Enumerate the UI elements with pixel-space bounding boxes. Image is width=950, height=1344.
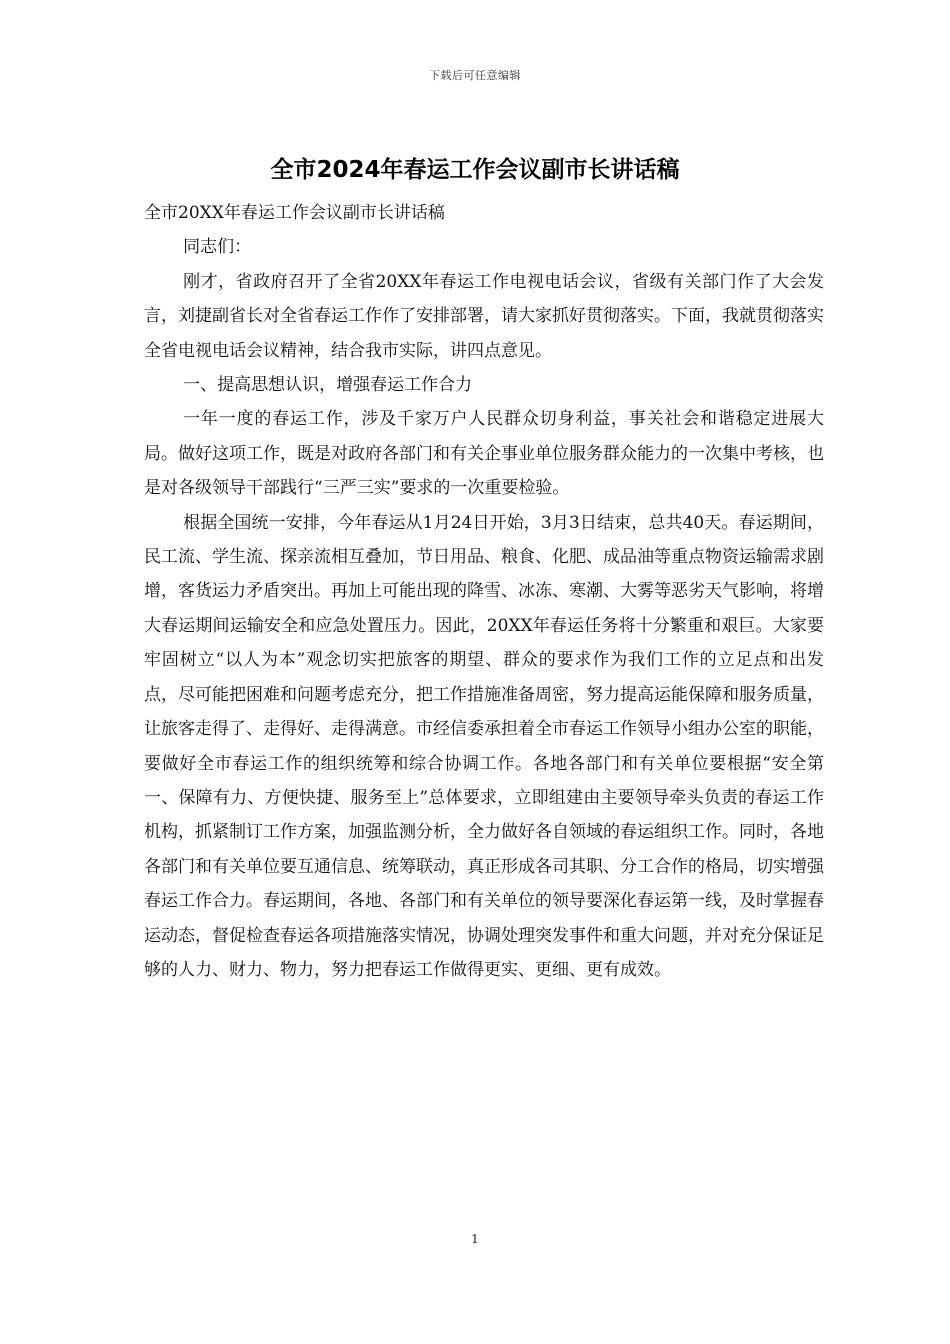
- header-note: 下载后可任意编辑: [429, 69, 521, 82]
- paragraph-significance: 一年一度的春运工作，涉及千家万户人民群众切身利益，事关社会和谐稳定进展大局。做好这项工作，既是对政府各部门和有关企事业单位服务群众能力的一次集中考核，也是对各级领导干部践行“三严三实”要求的一次重要检验。: [144, 409, 824, 499]
- document-title: 全市2024年春运工作会议副市长讲话稿: [270, 157, 680, 183]
- document-body: [144, 196, 824, 987]
- salutation: 同志们：: [183, 237, 252, 258]
- document-subtitle: 全市20XX年春运工作会议副市长讲话稿: [144, 203, 445, 223]
- section-heading-1: 一、提高思想认识，增强春运工作合力: [183, 375, 473, 396]
- paragraph-opening: 刚才，省政府召开了全省20XX年春运工作电视电话会议，省级有关部门作了大会发言，刘捷副省长对全省春运工作作了安排部署，请大家抓好贯彻落实。下面，我就贯彻落实全省电视电话会议精神，结合我市实际，讲四点意见。: [144, 271, 824, 361]
- page-number: 1: [471, 1232, 479, 1246]
- paragraph-arrangement: 根据全国统一安排，今年春运从1月24日开始，3月3日结束，总共40天。春运期间，民工流、学生流、探亲流相互叠加，节日用品、粮食、化肥、成品油等重点物资运输需求剧增，客货运力矛盾突出。再加上可能出现的降雪、冰冻、寒潮、大雾等恶劣天气影响，将增大春运期间运输安全和应急处置压力。因此，20XX年春运任务将十分繁重和艰巨。大家要牢固树立“以人为本”观念切实把旅客的期望、群众的要求作为我们工作的立足点和出发点，尽可能把困难和问题考虑充分，把工作措施准备周密，努力提高运能保障和服务质量，让旅客走得了、走得好、走得满意。市经信委承担着全市春运工作领导小组办公室的职能，要做好全市春运工作的组织统筹和综合协调工作。各地各部门和有关单位要根据“安全第一、保障有力、方便快捷、服务至上”总体要求，立即组建由主要领导牵头负责的春运工作机构，抓紧制订工作方案，加强监测分析，全力做好各自领域的春运组织工作。同时，各地各部门和有关单位要互通信息、统筹联动，真正形成各司其职、分工合作的格局，切实增强春运工作合力。春运期间，各地、各部门和有关单位的领导要深化春运第一线，及时掌握春运动态，督促检查春运各项措施落实情况，协调处理突发事件和重大问题，并对充分保证足够的人力、财力、物力，努力把春运工作做得更实、更细、更有成效。: [144, 512, 824, 980]
